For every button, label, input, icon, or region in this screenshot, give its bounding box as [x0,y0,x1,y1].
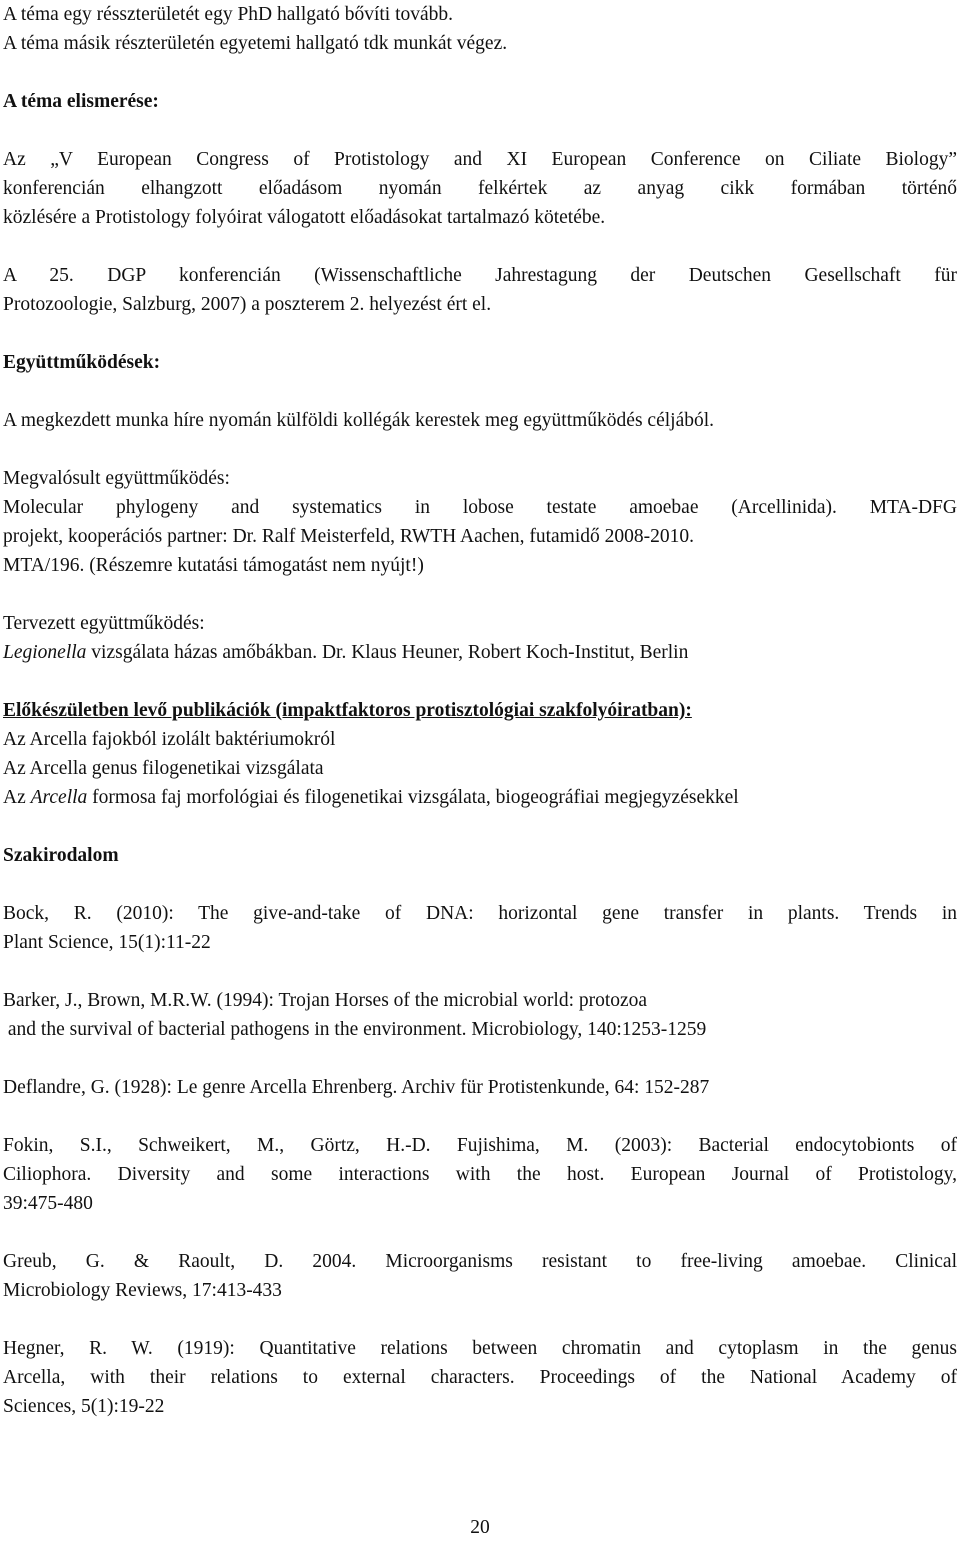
publication-item-1: Az Arcella fajokból izolált baktériumokról [3,729,336,750]
planned-genus-italic: Legionella [3,642,87,663]
ref-6-line-2: Arcella, with their relations to external characters. Proceedings of the National Academy of [3,1367,957,1388]
cooperation-planned-label: Tervezett együttműködés: [3,613,205,634]
cooperation-realized-line1: Molecular phylogeny and systematics in lobose testate amoebae (Arcellinida). MTA-DFG [3,497,957,518]
ref-6-line-1: Hegner, R. W. (1919): Quantitative relations between chromatin and cytoplasm in the genus [3,1338,957,1359]
cooperation-realized-label: Megvalósult együttműködés: [3,468,230,489]
cooperation-planned-line [3,638,688,667]
publications-heading: Előkészületben levő publikációk (impaktfaktoros protisztológiai szakfolyóiratban): [3,700,692,721]
ref-4-line-3: 39:475-480 [3,1193,93,1214]
page-number: 20 [470,1517,490,1538]
ref-2-line-2: and the survival of bacterial pathogens in the environment. Microbiology, 140:1253-1259 [3,1019,707,1040]
pub3-pre: Az [3,787,31,808]
ref-6-line-3: Sciences, 5(1):19-22 [3,1396,165,1417]
recognition-para1-line1: Az „V European Congress of Protistology and XI European Conference on Ciliate Biology” [3,149,957,170]
recognition-para2-line2: Protozoologie, Salzburg, 2007) a poszterem 2. helyezést ért el. [3,294,492,315]
recognition-para1-line2: konferencián elhangzott előadásom nyomán felkértek az anyag cikk formában történő [3,178,957,199]
publication-item-2: Az Arcella genus filogenetikai vizsgálata [3,758,324,779]
ref-4-line-2: Ciliophora. Diversity and some interactions with the host. European Journal of Protistology, [3,1164,957,1185]
recognition-heading: A téma elismerése: [3,91,159,112]
team-line-2: A téma másik részterületén egyetemi hallgató tdk munkát végez. [3,33,508,54]
publication-item-3 [3,783,739,812]
ref-3-line-1: Deflandre, G. (1928): Le genre Arcella Ehrenberg. Archiv für Protistenkunde, 64: 152-287 [3,1077,710,1098]
pub3-post: formosa faj morfológiai és filogenetikai vizsgálata, biogeográfiai megjegyzésekkel [87,787,739,808]
ref-5-line-1: Greub, G. & Raoult, D. 2004. Microorganisms resistant to free-living amoebae. Clinical [3,1251,957,1272]
team-line-1: A téma egy résszterületét egy PhD hallgató bővíti tovább. [3,4,454,25]
cooperation-heading: Együttműködések: [3,352,161,373]
ref-1-line-1: Bock, R. (2010): The give-and-take of DNA: horizontal gene transfer in plants. Trends in [3,903,957,924]
recognition-para2-line1: A 25. DGP konferencián (Wissenschaftliche Jahrestagung der Deutschen Gesellschaft für [3,265,957,286]
ref-2-line-1: Barker, J., Brown, M.R.W. (1994): Trojan Horses of the microbial world: protozoa [3,990,648,1011]
ref-1-line-2: Plant Science, 15(1):11-22 [3,932,211,953]
cooperation-realized-line2: projekt, kooperációs partner: Dr. Ralf Meisterfeld, RWTH Aachen, futamidő 2008-2010. [3,526,694,547]
cooperation-intro: A megkezdett munka híre nyomán külföldi kollégák kerestek meg együttműködés céljából. [3,410,715,431]
literature-heading: Szakirodalom [3,845,119,866]
pub3-italic: Arcella [30,787,88,808]
planned-rest: vizsgálata házas amőbákban. Dr. Klaus Heuner, Robert Koch-Institut, Berlin [86,642,689,663]
ref-5-line-2: Microbiology Reviews, 17:413-433 [3,1280,282,1301]
recognition-para1-line3: közlésére a Protistology folyóirat válogatott előadásokat tartalmazó kötetébe. [3,207,606,228]
ref-4-line-1: Fokin, S.I., Schweikert, M., Görtz, H.-D. Fujishima, M. (2003): Bacterial endocytobionts of [3,1135,957,1156]
cooperation-realized-line3: MTA/196. (Részemre kutatási támogatást nem nyújt!) [3,555,424,576]
